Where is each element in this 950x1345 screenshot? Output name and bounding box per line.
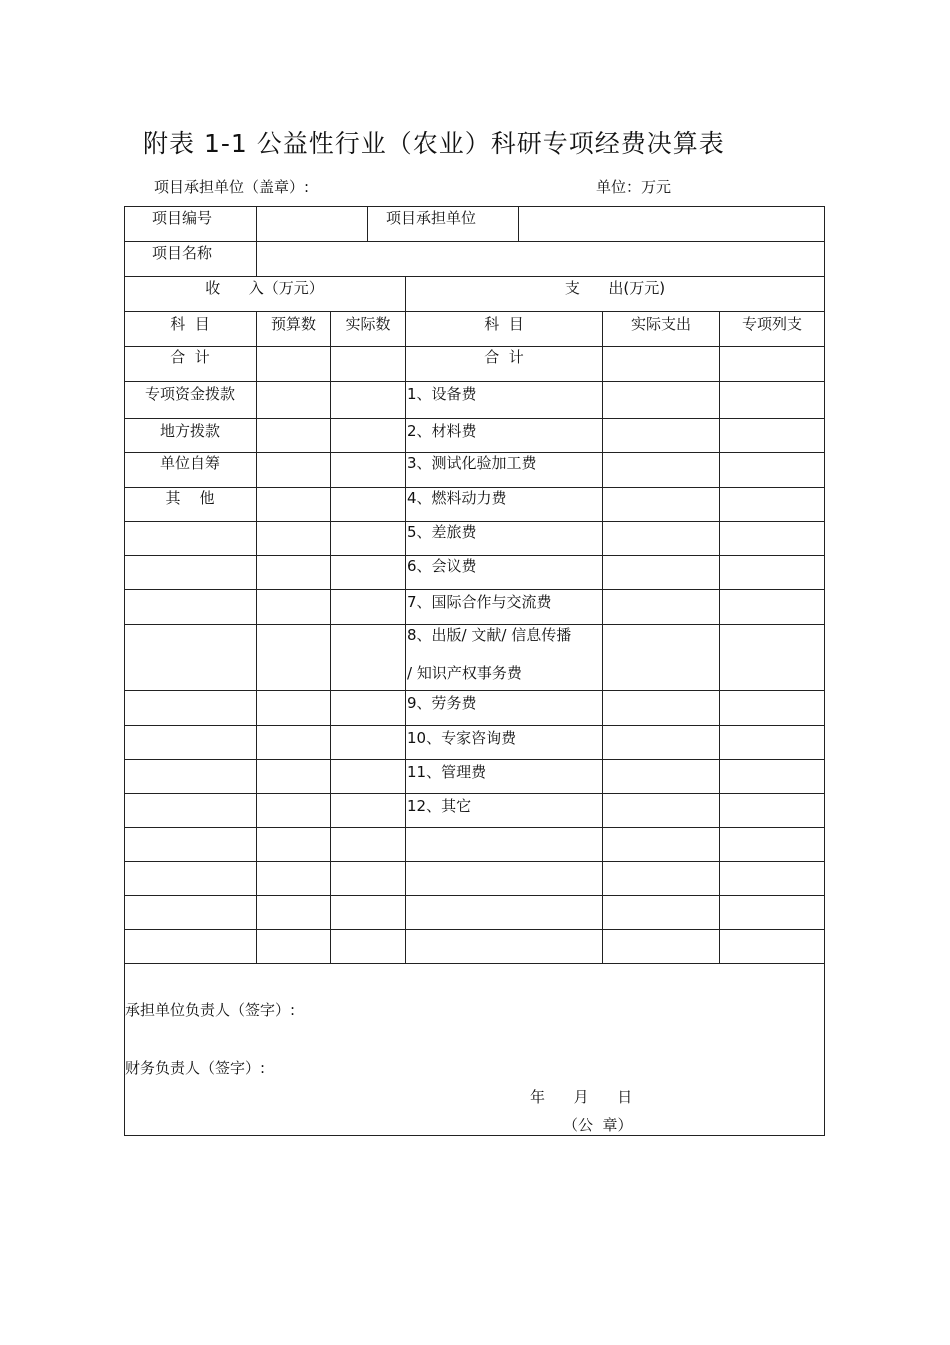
expense-item: 10、专家咨询费 xyxy=(407,729,517,747)
currency-unit-label: 单位：万元 xyxy=(596,178,672,196)
expense-item: 3、测试化验加工费 xyxy=(407,454,537,472)
expense-section-header: 支 出(万元) xyxy=(564,278,666,297)
project-number-label: 项目编号 xyxy=(152,208,213,227)
expense-item: 12、其它 xyxy=(407,797,472,815)
project-name-field[interactable] xyxy=(258,241,823,276)
income-item: 专项资金拨款 xyxy=(144,385,235,403)
project-number-field[interactable] xyxy=(258,206,366,241)
income-subject-header: 科 目 xyxy=(170,314,210,333)
undertaking-unit-field[interactable] xyxy=(520,206,823,241)
expense-subject-header: 科 目 xyxy=(484,314,524,333)
expense-item: 8、出版/ 文献/ 信息传播 xyxy=(407,626,572,644)
income-item: 地方拨款 xyxy=(159,422,220,440)
expense-item: 2、材料费 xyxy=(407,422,477,440)
undertaking-unit-seal-label: 项目承担单位（盖章）: xyxy=(154,178,310,196)
expense-item: 4、燃料动力费 xyxy=(407,489,507,507)
income-budget-header: 预算数 xyxy=(270,314,316,333)
expense-special-header: 专项列支 xyxy=(741,314,802,333)
unit-leader-signature-label: 承担单位负责人（签字）: xyxy=(125,1001,296,1019)
finance-leader-signature-label: 财务负责人（签字）: xyxy=(125,1059,266,1077)
expense-item: 5、差旅费 xyxy=(407,523,477,541)
income-item: 其 他 xyxy=(165,489,215,507)
expense-item: 1、设备费 xyxy=(407,385,477,403)
project-name-label: 项目名称 xyxy=(152,243,213,262)
date-line: 年 月 日 xyxy=(530,1088,633,1106)
income-item: 单位自筹 xyxy=(159,454,220,472)
expense-total-label: 合 计 xyxy=(484,348,524,366)
income-section-header: 收 入（万元） xyxy=(205,278,324,297)
expense-item-continued: / 知识产权事务费 xyxy=(407,664,522,682)
income-total-label: 合 计 xyxy=(170,348,210,366)
expense-item: 7、国际合作与交流费 xyxy=(407,593,552,611)
undertaking-unit-label: 项目承担单位 xyxy=(386,208,477,227)
expense-item: 11、管理费 xyxy=(407,763,487,781)
income-actual-header: 实际数 xyxy=(345,314,391,333)
page-title: 附表 1-1 公益性行业（农业）科研专项经费决算表 xyxy=(143,129,725,158)
expense-item: 6、会议费 xyxy=(407,557,477,575)
official-seal-label: （公 章） xyxy=(563,1116,633,1134)
expense-item: 9、劳务费 xyxy=(407,694,477,712)
budget-settlement-table xyxy=(124,206,824,1136)
expense-actual-header: 实际支出 xyxy=(630,314,691,333)
